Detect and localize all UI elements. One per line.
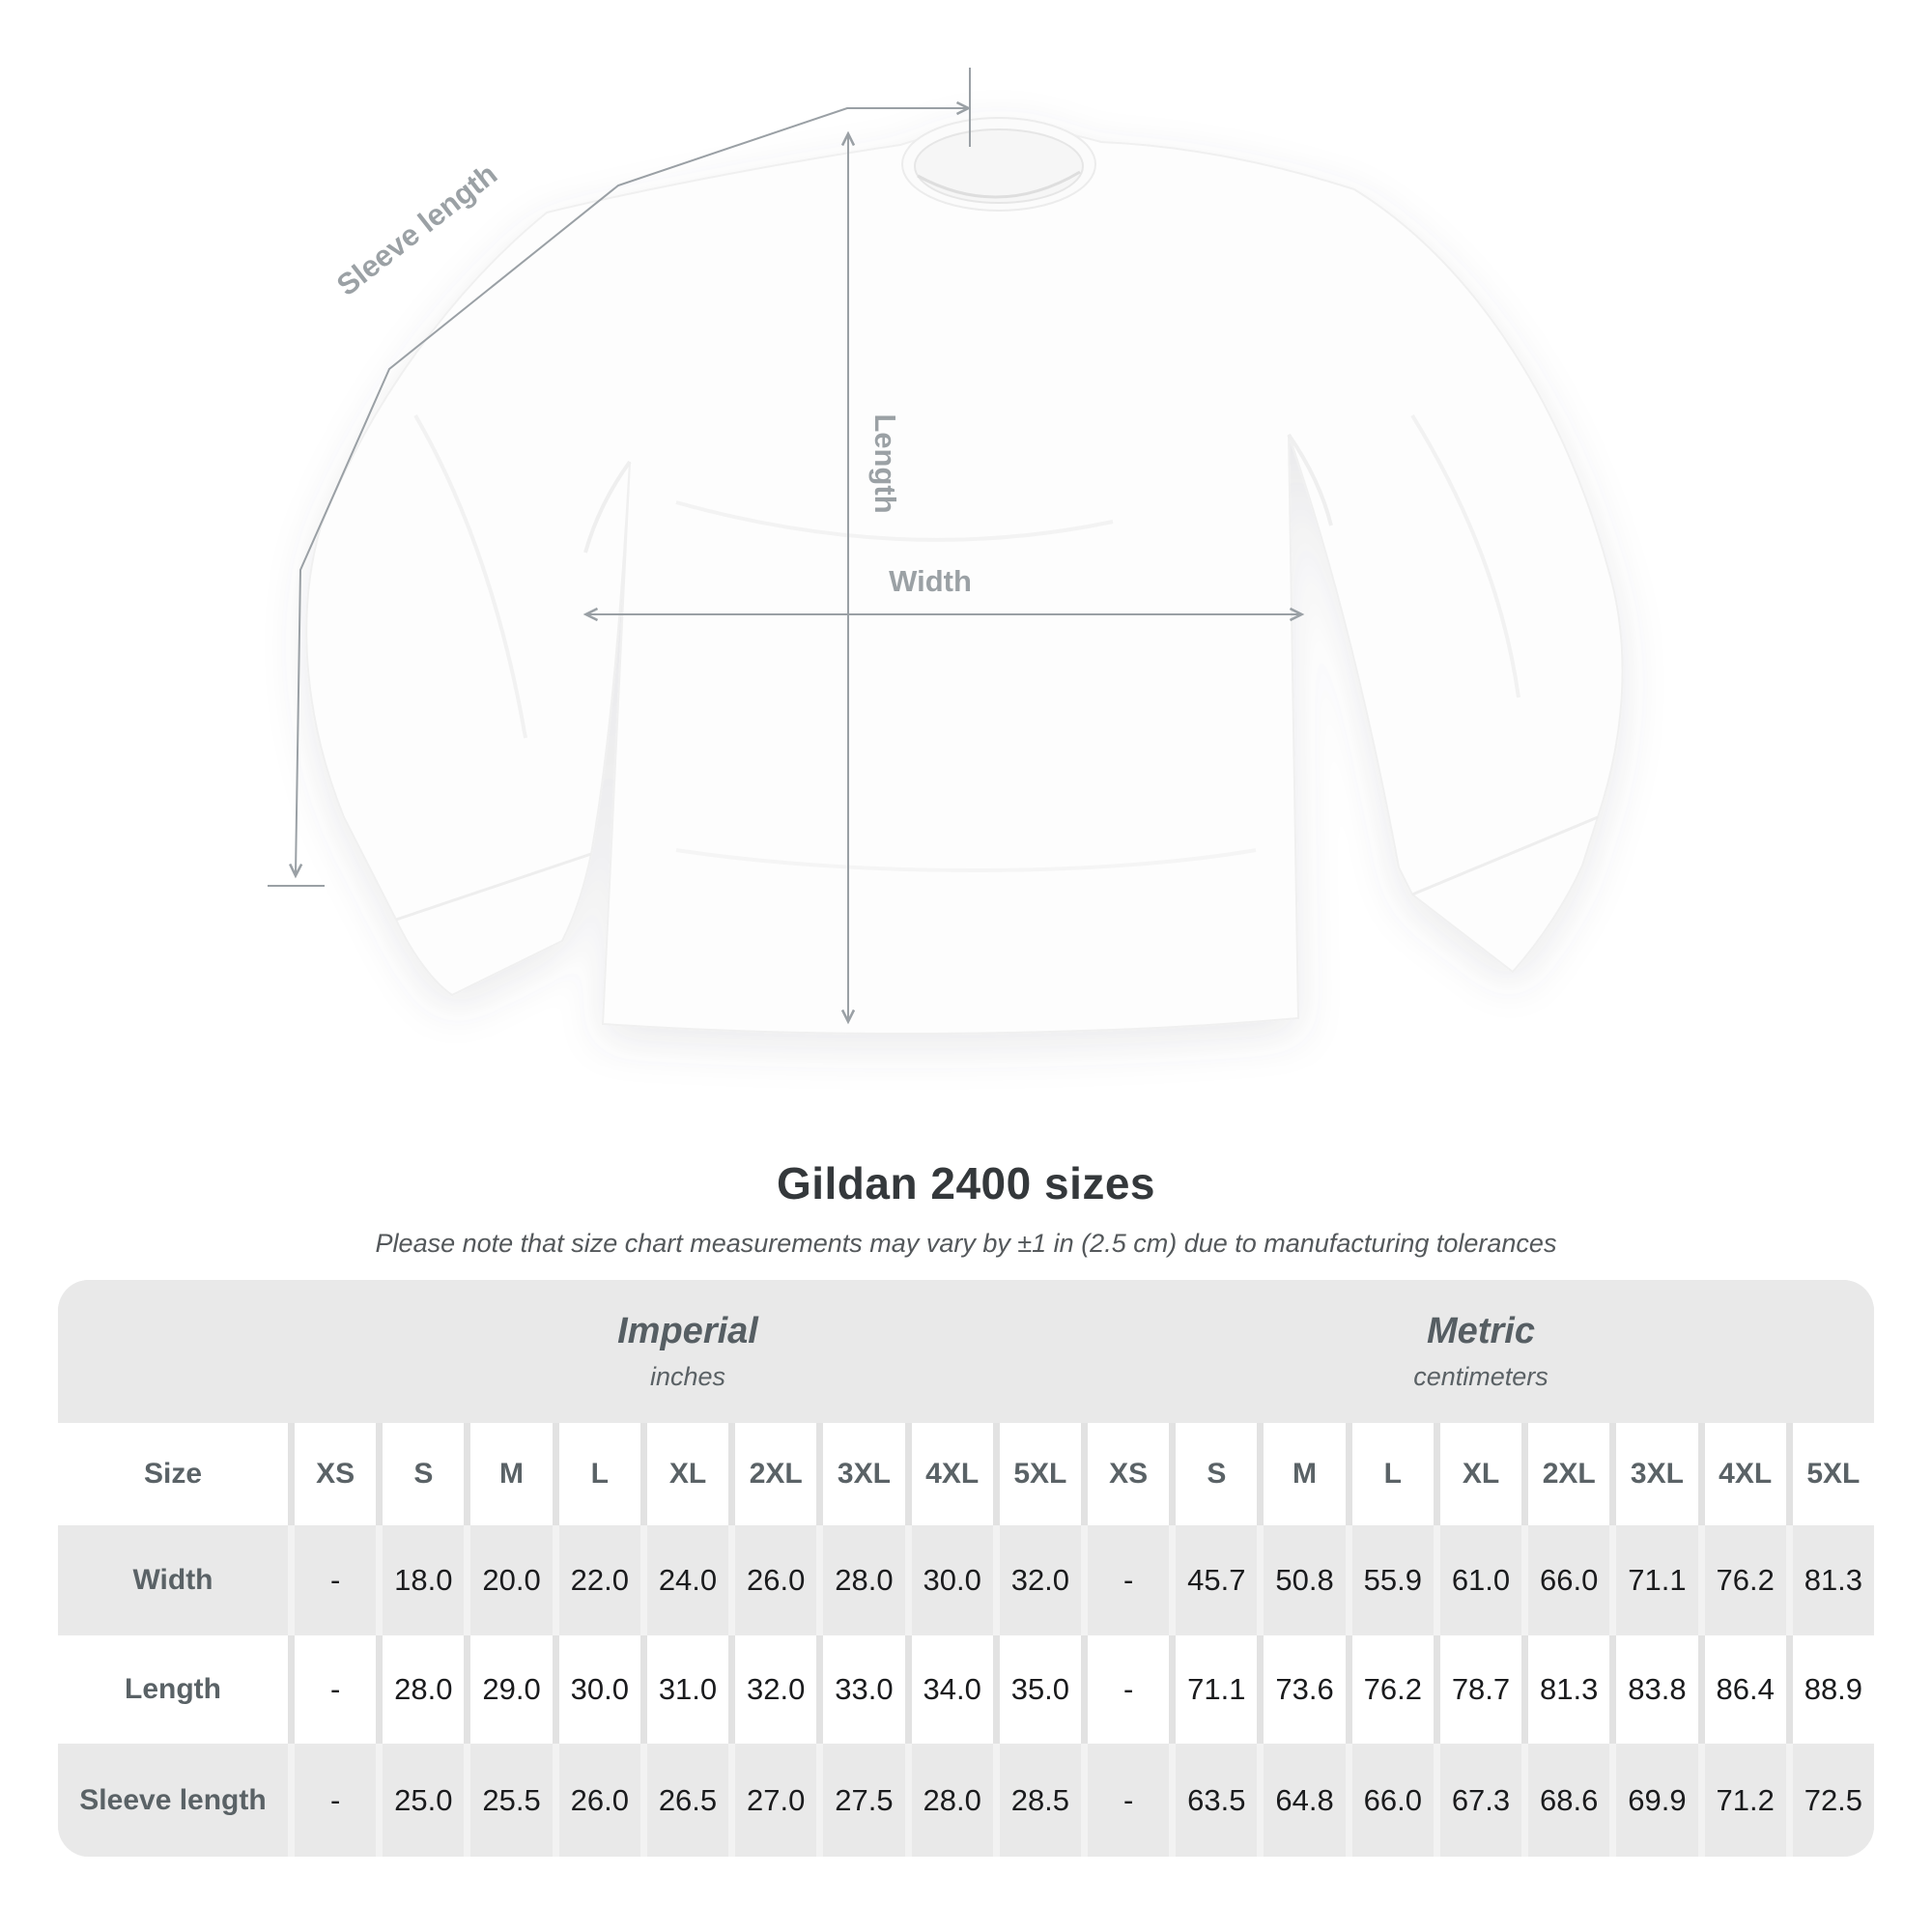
column-header: 5XL — [1000, 1423, 1081, 1525]
table-row-length — [58, 1635, 1874, 1744]
imperial-name: Imperial — [617, 1311, 758, 1351]
table-cell: 29.0 — [470, 1635, 552, 1744]
row-label-sleeve-length: Sleeve length — [58, 1744, 288, 1857]
table-cell: 25.5 — [470, 1744, 552, 1857]
table-cell: 32.0 — [1000, 1525, 1081, 1635]
table-cell: 72.5 — [1793, 1744, 1874, 1857]
unit-band — [58, 1280, 1874, 1423]
table-cell: 88.9 — [1793, 1635, 1874, 1744]
table-cell: 32.0 — [735, 1635, 816, 1744]
table-cell: - — [295, 1635, 376, 1744]
size-header-row — [58, 1423, 1874, 1525]
table-cell: 66.0 — [1352, 1744, 1434, 1857]
column-header: 2XL — [735, 1423, 816, 1525]
sleeve-length-label: Sleeve length — [330, 156, 504, 303]
table-cell: 33.0 — [823, 1635, 904, 1744]
table-cell: 83.8 — [1616, 1635, 1697, 1744]
table-cell: 63.5 — [1176, 1744, 1257, 1857]
column-header: S — [383, 1423, 464, 1525]
table-cell: 81.3 — [1793, 1525, 1874, 1635]
column-header: M — [470, 1423, 552, 1525]
table-cell: 69.9 — [1616, 1744, 1697, 1857]
table-cell: - — [1088, 1744, 1169, 1857]
column-header: M — [1264, 1423, 1345, 1525]
table-cell: 27.5 — [823, 1744, 904, 1857]
metric-name: Metric — [1427, 1311, 1535, 1351]
table-cell: 28.0 — [383, 1635, 464, 1744]
imperial-unit: inches — [649, 1362, 726, 1391]
table-cell: 27.0 — [735, 1744, 816, 1857]
column-header: 2XL — [1528, 1423, 1609, 1525]
table-cell: 78.7 — [1440, 1635, 1521, 1744]
table-cell: - — [295, 1525, 376, 1635]
table-cell: 50.8 — [1264, 1525, 1345, 1635]
column-header: 5XL — [1793, 1423, 1874, 1525]
column-header: S — [1176, 1423, 1257, 1525]
table-cell: - — [295, 1744, 376, 1857]
table-cell: 86.4 — [1705, 1635, 1786, 1744]
unit-header-imperial — [295, 1280, 1081, 1423]
table-cell: 26.0 — [735, 1525, 816, 1635]
table-cell: 20.0 — [470, 1525, 552, 1635]
column-header: XS — [295, 1423, 376, 1525]
column-header: 4XL — [1705, 1423, 1786, 1525]
table-cell: 34.0 — [912, 1635, 993, 1744]
table-cell: 28.0 — [823, 1525, 904, 1635]
column-header: 3XL — [823, 1423, 904, 1525]
table-cell: 30.0 — [912, 1525, 993, 1635]
table-cell: 66.0 — [1528, 1525, 1609, 1635]
table-cell: 28.5 — [1000, 1744, 1081, 1857]
table-cell: 26.0 — [559, 1744, 640, 1857]
table-cell: 68.6 — [1528, 1744, 1609, 1857]
column-header: 4XL — [912, 1423, 993, 1525]
table-cell: 76.2 — [1705, 1525, 1786, 1635]
table-cell: 24.0 — [647, 1525, 728, 1635]
column-header: XL — [647, 1423, 728, 1525]
table-cell: - — [1088, 1525, 1169, 1635]
table-cell: 18.0 — [383, 1525, 464, 1635]
row-label-length: Length — [58, 1635, 288, 1744]
metric-unit: centimeters — [1413, 1362, 1548, 1391]
table-cell: 76.2 — [1352, 1635, 1434, 1744]
table-cell: 71.1 — [1616, 1525, 1697, 1635]
table-cell: 22.0 — [559, 1525, 640, 1635]
table-cell: 67.3 — [1440, 1744, 1521, 1857]
column-header: L — [559, 1423, 640, 1525]
size-column-header: Size — [58, 1423, 288, 1525]
table-cell: 25.0 — [383, 1744, 464, 1857]
table-row-width — [58, 1525, 1874, 1635]
column-header: XS — [1088, 1423, 1169, 1525]
table-cell: 45.7 — [1176, 1525, 1257, 1635]
table-cell: 71.1 — [1176, 1635, 1257, 1744]
table-cell: - — [1088, 1635, 1169, 1744]
page-title: Gildan 2400 sizes — [776, 1158, 1156, 1208]
table-cell: 31.0 — [647, 1635, 728, 1744]
length-label: Length — [868, 413, 902, 514]
table-cell: 35.0 — [1000, 1635, 1081, 1744]
column-header: XL — [1440, 1423, 1521, 1525]
table-cell: 71.2 — [1705, 1744, 1786, 1857]
table-cell: 26.5 — [647, 1744, 728, 1857]
column-header: L — [1352, 1423, 1434, 1525]
column-header: 3XL — [1616, 1423, 1697, 1525]
table-cell: 30.0 — [559, 1635, 640, 1744]
width-label: Width — [889, 564, 972, 598]
table-cell: 73.6 — [1264, 1635, 1345, 1744]
table-cell: 61.0 — [1440, 1525, 1521, 1635]
size-table — [58, 1280, 1874, 1857]
table-cell: 28.0 — [912, 1744, 993, 1857]
table-cell: 55.9 — [1352, 1525, 1434, 1635]
title-block — [0, 1157, 1932, 1259]
table-cell: 64.8 — [1264, 1744, 1345, 1857]
row-label-width: Width — [58, 1525, 288, 1635]
page-subtitle: Please note that size chart measurements may vary by ±1 in (2.5 cm) due to manufacturing tolerances — [375, 1229, 1557, 1258]
table-row-sleeve-length — [58, 1744, 1874, 1857]
unit-header-metric — [1088, 1280, 1874, 1423]
table-cell: 81.3 — [1528, 1635, 1609, 1744]
